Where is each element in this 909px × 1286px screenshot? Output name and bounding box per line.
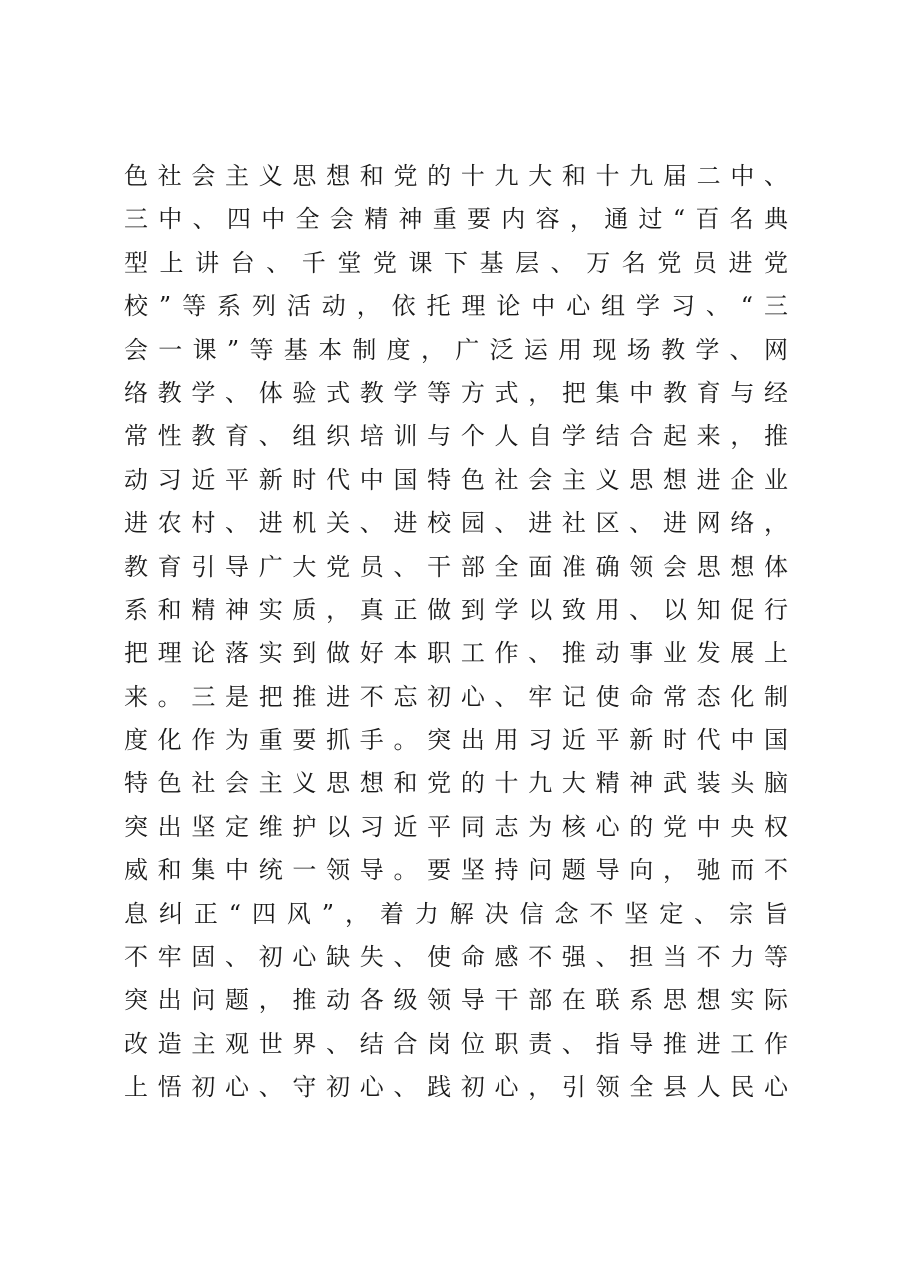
text-line: 校”等系列活动，依托理论中心组学习、“三 <box>124 292 788 321</box>
text-line: 不牢固、初心缺失、使命感不强、担当不力等 <box>124 943 788 972</box>
text-line: 动习近平新时代中国特色社会主义思想进企业 <box>124 465 788 494</box>
text-line: 进农村、进机关、进校园、进社区、进网络， <box>124 509 788 538</box>
text-line: 系和精神实质，真正做到学以致用、以知促行 <box>124 595 788 624</box>
text-line: 型上讲台、千堂党课下基层、万名党员进党 <box>124 248 788 277</box>
text-line: 突出问题，推动各级领导干部在联系思想实际 <box>124 986 788 1015</box>
text-line: 会一课”等基本制度，广泛运用现场教学、网 <box>124 335 788 364</box>
body-text <box>124 155 788 1110</box>
text-line: 色社会主义思想和党的十九大和十九届二中、 <box>124 162 788 190</box>
text-line: 特色社会主义思想和党的十九大精神武装头脑 <box>124 769 788 798</box>
text-line: 威和集中统一领导。要坚持问题导向，驰而不 <box>124 856 788 885</box>
text-line: 络教学、体验式教学等方式，把集中教育与经 <box>124 378 788 407</box>
text-line: 息纠正“四风”，着力解决信念不坚定、宗旨 <box>124 899 788 928</box>
text-line: 把理论落实到做好本职工作、推动事业发展上 <box>124 639 788 668</box>
text-line: 度化作为重要抓手。突出用习近平新时代中国 <box>124 726 788 755</box>
text-line: 改造主观世界、结合岗位职责、指导推进工作 <box>124 1029 788 1058</box>
text-line: 教育引导广大党员、干部全面准确领会思想体 <box>124 552 788 581</box>
text-line: 常性教育、组织培训与个人自学结合起来，推 <box>124 422 788 451</box>
text-line: 突出坚定维护以习近平同志为核心的党中央权 <box>124 812 788 841</box>
text-line: 来。三是把推进不忘初心、牢记使命常态化制 <box>124 682 788 711</box>
text-line: 上悟初心、守初心、践初心，引领全县人民心 <box>124 1073 788 1102</box>
text-line: 三中、四中全会精神重要内容，通过“百名典 <box>124 205 788 234</box>
